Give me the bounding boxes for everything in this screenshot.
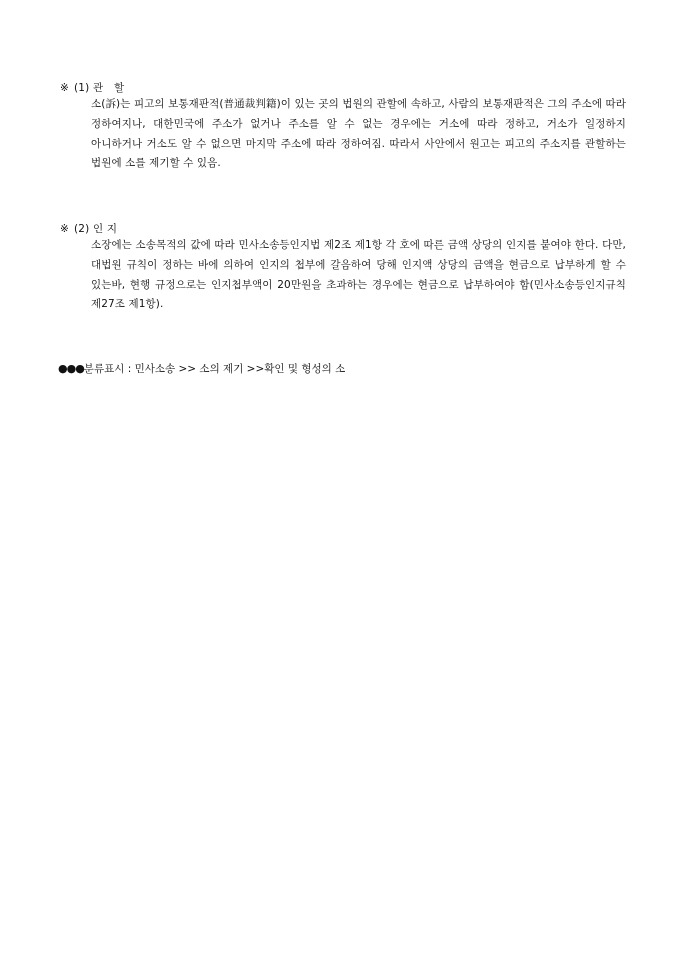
section-jurisdiction [60, 81, 626, 174]
section-body: 소(訴)는 피고의 보통재판적(普通裁判籍)이 있는 곳의 법원의 관할에 속하고, 사람의 보통재판적은 그의 주소에 따라 정하여지나, 대한민국에 주소가 없거나 주소를 알 수 없는 경우에는 거소에 따라 정하고, 거소가 일정하지 아니하거나 거소도 알 수 없으면 마지막 주소에 따라 정하여짐. 따라서 사안에서 원고는 피고의 주소지를 관할하는 법원에 소를 제기할 수 있음. [91, 98, 626, 170]
section-heading [60, 222, 626, 236]
section-heading [60, 81, 626, 95]
bullet-dots-icon: ●●● [58, 362, 84, 375]
reference-mark-icon: ※ [60, 82, 69, 94]
classification-text: 분류표시 : 민사소송 >> 소의 제기 >>확인 및 형성의 소 [83, 363, 346, 375]
section-heading-text: (2) 인 지 [74, 223, 118, 235]
classification-line [58, 362, 345, 376]
section-heading-text: (1) 관 할 [74, 82, 125, 94]
section-stamp [60, 222, 626, 315]
reference-mark-icon: ※ [60, 223, 69, 235]
section-body: 소장에는 소송목적의 값에 따라 민사소송등인지법 제2조 제1항 각 호에 따른 금액 상당의 인지를 붙여야 한다. 다만, 대법원 규칙이 정하는 바에 의하여 인지의 첩부에 갈음하여 당해 인지액 상당의 금액을 현금으로 납부하게 할 수 있는바, 현행 규정으로는 인지첩부액이 20만원을 초과하는 경우에는 현금으로 납부하여야 함(민사소송등인지규칙 제27조 제1항). [91, 239, 626, 311]
